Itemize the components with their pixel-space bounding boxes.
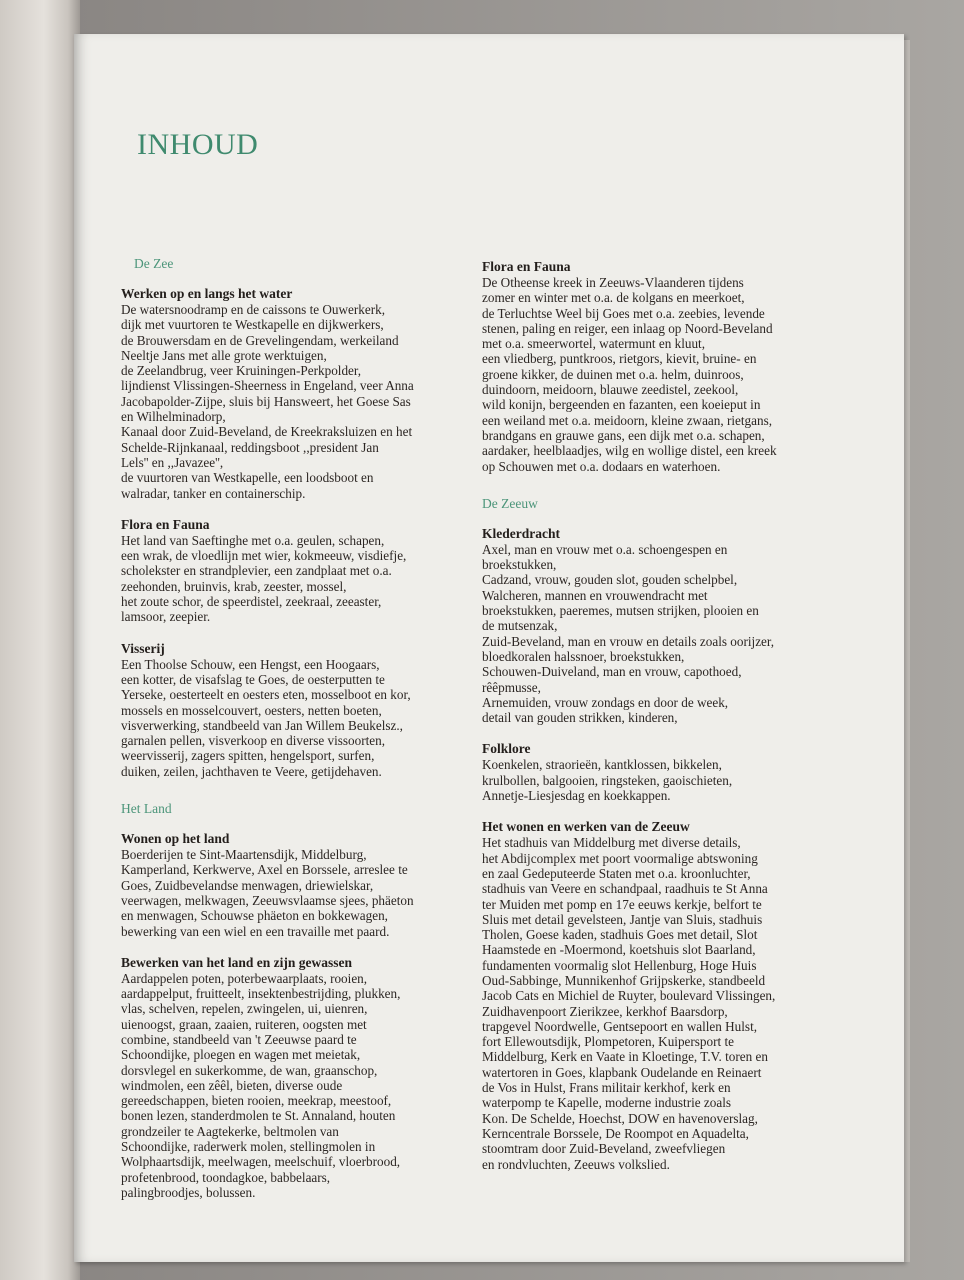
- block-heading: Wonen op het land: [121, 831, 230, 847]
- content-block: [121, 286, 471, 501]
- section-label-de-zee: De Zee: [134, 256, 174, 271]
- block-text: De Otheense kreek in Zeeuws-Vlaanderen tijdens zomer en winter met o.a. de kolgans en meerkoet, de Terluchtse Weel bij Goes met o.a. zeebies, levende stenen, paling en reiger, een inlaag op Noord-Beveland met o.a. smeerwortel, watermunt en kluut, een vliedberg, puntkroos, rietgors, kievit, bruine- en groene kikker, de duinen met o.a. helm, duinroos, duindoorn, meidoorn, blauwe zeedistel, zeekool, wild konijn, bergeenden en fazanten, een koeieput in een weiland met o.a. meidoorn, kleine zwaan, rietgans, brandgans en grauwe gans, een dijk met o.a. schapen, aardaker, heelblaadjes, wilg en wollige distel, een kreek op Schouwen met o.a. dodaars en waterhoen.: [482, 275, 777, 474]
- block-text: Aardappelen poten, poterbewaarplaats, rooien, aardappelput, fruitteelt, insektenbestrijding, plukken, vlas, schelven, repelen, zwingelen, ui, uienren, uienoogst, graan, zaaien, ruiteren, oogsten met combine, standbeeld van 't Zeeuwse paard te Schoondijke, ploegen en wagen met meietak, dorsvlegel en sukerkomme, de wan, graanschop, windmolen, een zêêl, bieten, diverse oude gereedschappen, bieten rooien, meekrap, meestoof, bonen lezen, standerdmolen te St. Annaland, houten grondzeiler te Aagtekerke, beltmolen van Schoondijke, raderwerk molen, stellingmolen in Wolphaartsdijk, meelwagen, meelschuif, vloerbrood, profetenbrood, toondagkoe, babbelaars, palingbroodjes, bolussen.: [121, 970, 401, 1200]
- block-text: Boerderijen te Sint-Maartensdijk, Middelburg, Kamperland, Kerkwerve, Axel en Borssele, arreslee te Goes, Zuidbevelandse menwagen, driewielskar, veerwagen, melkwagen, Zeeuwsvlaamse sjees, phäeton en menwagen, Schouwse phäeton en bokkewagen, bewerking van een wiel en een travaille met paard.: [121, 847, 414, 939]
- content-block: [482, 259, 832, 474]
- content-block: [121, 641, 471, 779]
- section-label-het-land: Het Land: [121, 801, 172, 817]
- block-text: Het stadhuis van Middelburg met diverse details, het Abdijcomplex met poort voormalige abtswoning en zaal Gedeputeerde Staten met o.a. kroonluchter, stadhuis van Veere en schandpaal, raadhuis te St Anna ter Muiden met pomp en 17e eeuws kerkje, belfort te Sluis met detail gevelsteen, Jantje van Sluis, stadhuis Tholen, Goese kaden, stadhuis Goes met detail, Slot Haamstede en -Moermond, koetshuis slot Baarland, fundamenten voormalig slot Hellenburg, Hoge Huis Oud-Sabbinge, Munnikenhof Grijpskerke, standbeeld Jacob Cats en Michiel de Ruyter, boulevard Vlissingen, Zuidhavenpoort Zierikzee, kerkhof Baarsdorp, trapgevel Noordwelle, Gentsepoort en wallen Hulst, fort Ellewoutsdijk, Plompetoren, Kuipersport te Middelburg, Kerk en Vaate in Kloetinge, T.V. toren en watertoren in Goes, klapbank Oudelande en Reinaert de Vos in Hulst, Frans militair kerkhof, kerk en waterpomp te Kapelle, moderne industrie zoals Kon. De Schelde, Hoechst, DOW en havenoverslag, Kerncentrale Borssele, De Roompot en Aquadelta, stoomtram door Zuid-Beveland, zweefvliegen en rondvluchten, Zeeuws volkslied.: [482, 835, 776, 1172]
- block-text: De watersnoodramp en de caissons te Ouwerkerk, dijk met vuurtoren te Westkapelle en dijkwerkers, de Brouwersdam en de Grevelingendam, werkeiland Neeltje Jans met alle grote werktuigen, de Zeelandbrug, veer Kruiningen-Perkpolder, lijndienst Vlissingen-Sheerness in Engeland, veer Anna Jacobapolder-Zijpe, sluis bij Hansweert, het Goese Sas en Wilhelminadorp, Kanaal door Zuid-Beveland, de Kreekraksluizen en het Schelde-Rijnkanaal, reddingsboot ,,president Jan Lels'' en ,,Javazee'', de vuurtoren van Westkapelle, een loodsboot en walradar, tanker en containerschip.: [121, 302, 414, 501]
- content-block: [482, 526, 832, 726]
- block-heading: Visserij: [121, 640, 165, 656]
- page-title: INHOUD: [137, 128, 259, 161]
- content-block: [121, 831, 471, 939]
- block-text: Axel, man en vrouw met o.a. schoengespen en broekstukken, Cadzand, vrouw, gouden slot, gouden schelpbel, Walcheren, mannen en vrouwendracht met broekstukken, paeremes, mutsen strijken, plooien en de mutsenzak, Zuid-Beveland, man en vrouw en details zoals oorijzer, bloedkoralen halssnoer, broekstukken, Schouwen-Duiveland, man en vrouw, capothoed, rêêpmusse, Arnemuiden, vrouw zondags en door de week, detail van gouden strikken, kinderen,: [482, 541, 775, 726]
- block-heading: Flora en Fauna: [121, 516, 210, 532]
- content-block: [482, 819, 832, 1172]
- block-heading: Flora en Fauna: [482, 259, 571, 274]
- block-heading: Bewerken van het land en zijn gewassen: [121, 954, 353, 970]
- left-page-edge: [0, 0, 80, 1280]
- block-heading: Folklore: [482, 741, 531, 757]
- block-text: Het land van Saeftinghe met o.a. geulen, schapen, een wrak, de vloedlijn met wier, kokmeeuw, visdiefje, scholekster en strandplevier, een zandplaat met o.a. zeehonden, bruinvis, krab, zeester, mossel, het zoute schor, de speerdistel, zeekraal, zeeaster, lamsoor, zeepier.: [121, 532, 407, 625]
- block-heading: Werken op en langs het water: [121, 286, 293, 301]
- block-text: Een Thoolse Schouw, een Hengst, een Hoogaars, een kotter, de visafslag te Goes, de oesterputten te Yerseke, oesterteelt en oesters eten, mosselboot en kor, mossels en mosselcouvert, oesters, netten boeten, visverwerking, standbeeld van Jan Willem Beukelsz., garnalen pellen, visverkoop en diverse vissoorten, weervisserij, zagers spitten, hengelsport, surfen, duiken, zeilen, jachthaven te Veere, getijdehaven.: [121, 656, 411, 779]
- block-heading: Het wonen en werken van de Zeeuw: [482, 819, 690, 835]
- block-text: Koenkelen, straorieën, kantklossen, bikkelen, krulbollen, balgooien, ringsteken, gaoischieten, Annetje-Liesjesdag en koekkappen.: [482, 757, 733, 804]
- content-block: [482, 741, 832, 803]
- content-block: [121, 955, 471, 1200]
- block-heading: Klederdracht: [482, 525, 560, 541]
- right-column: [482, 259, 832, 1188]
- section-label-de-zeeuw: De Zeeuw: [482, 495, 538, 511]
- content-block: [121, 517, 471, 625]
- left-column: [121, 256, 471, 1216]
